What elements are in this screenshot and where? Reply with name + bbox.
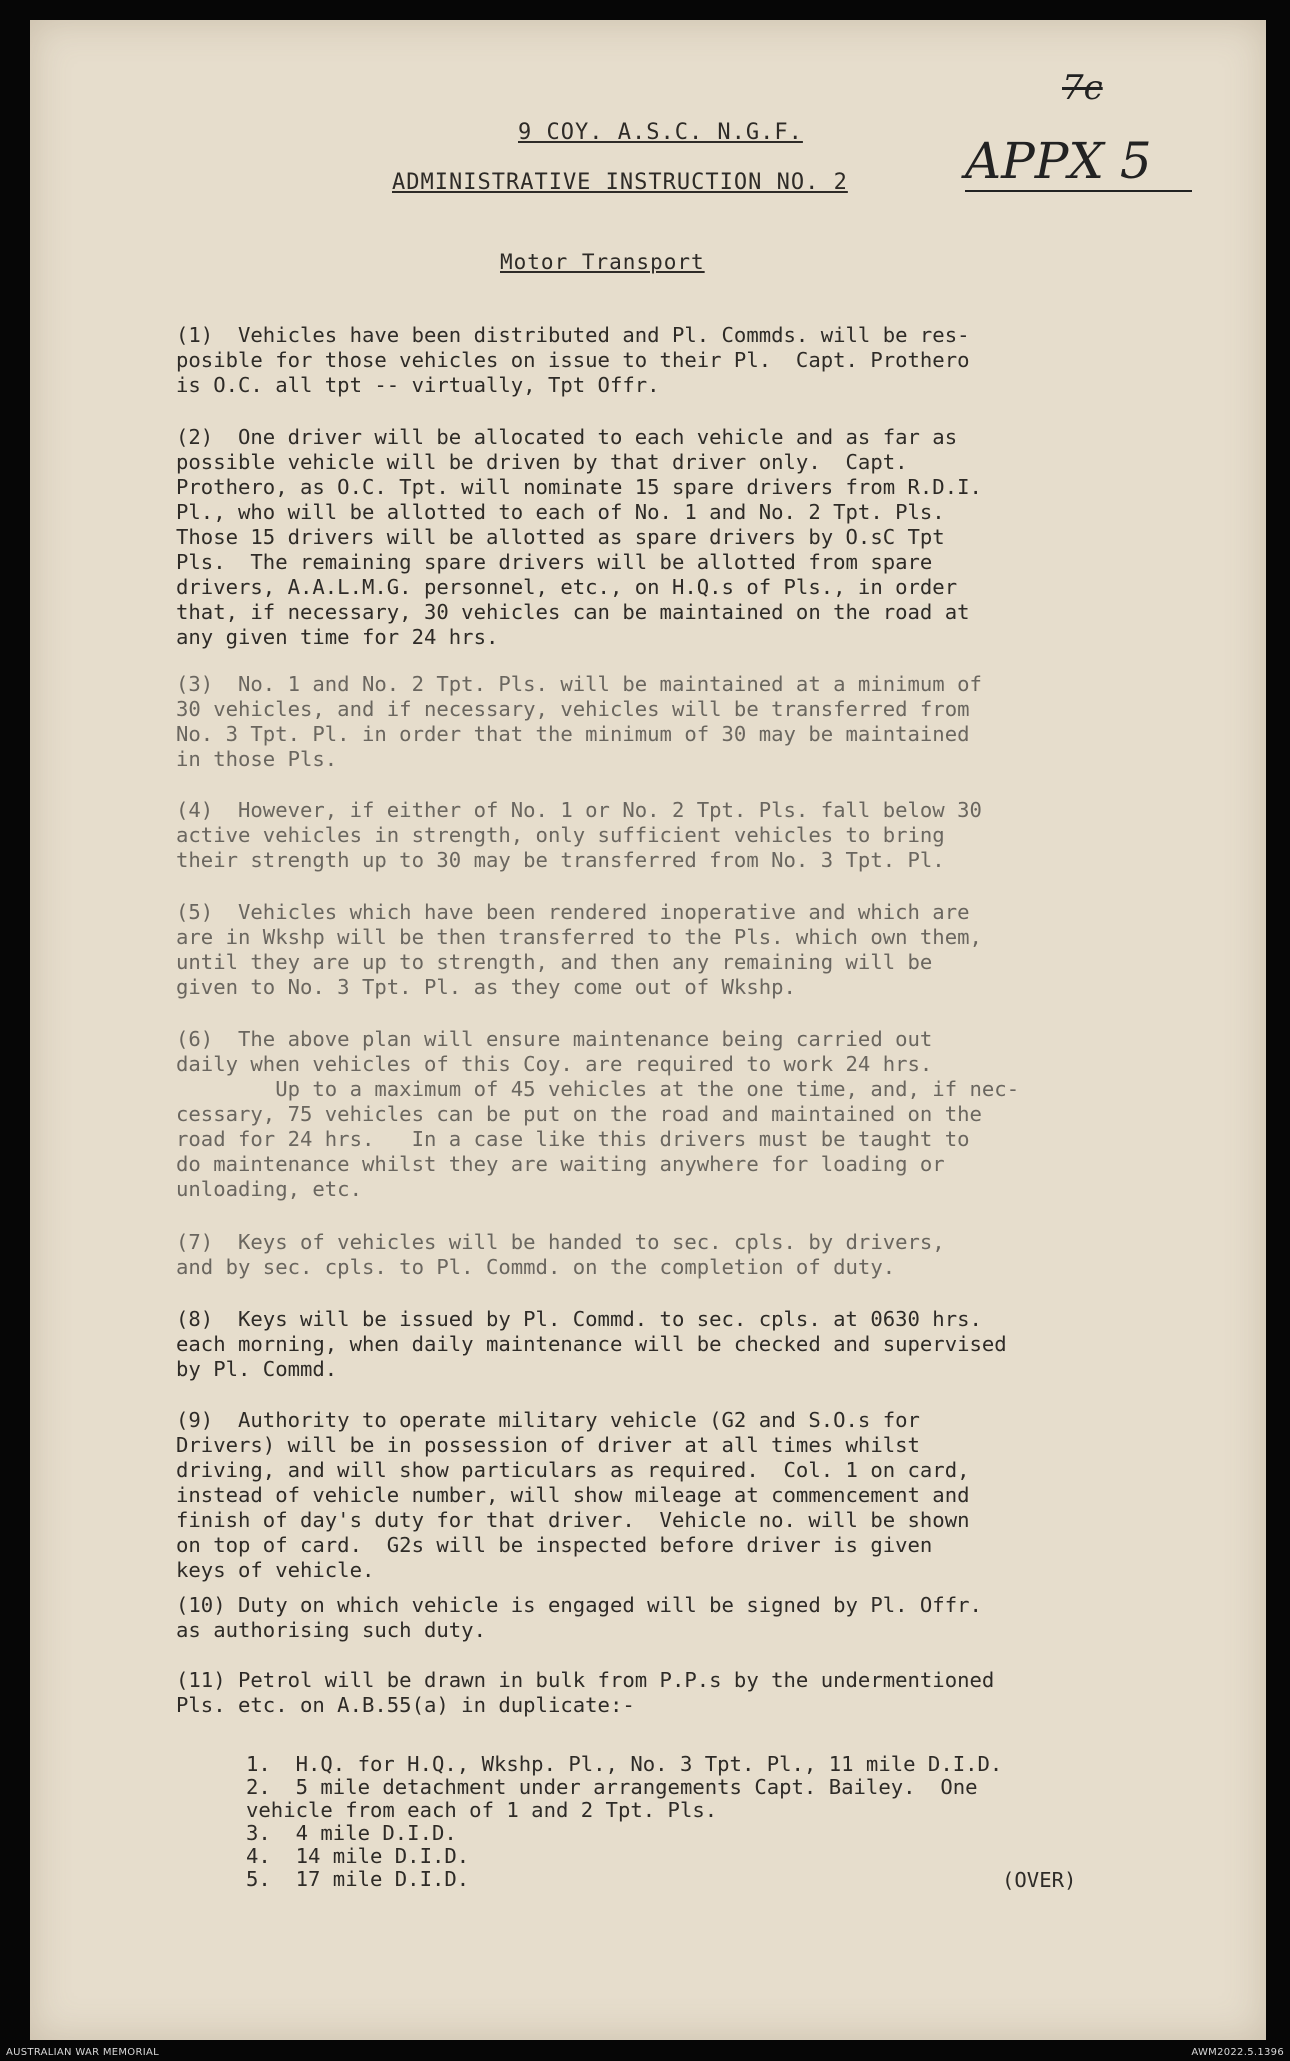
appendix-note: APPX 5 — [965, 132, 1192, 192]
unit-heading: 9 COY. A.S.C. N.G.F. — [518, 120, 803, 145]
paragraph-9: (9) Authority to operate military vehicle (G2 and S.O.s for Drivers) will be in possession of driver at all times whilst driving, and will show particulars as required. Col. 1 on card, instead of vehicle number, will show mileage at commencement and finish of day's duty for that driver. Vehicle no. will be shown on top of card. G2s will be inspected before driver is given keys of vehicle. — [176, 1408, 970, 1582]
paragraph-2: (2) One driver will be allocated to each vehicle and as far as possible vehicle will be driven by that driver only. Capt. Prothero, as O.C. Tpt. will nominate 15 spare drivers from R.D.I. Pl., who will be allotted to each of No. 1 and No. 2 Tpt. Pls. Those 15 drivers will be allotted as spare drivers by O.sC Tpt Pls. The remaining spare drivers will be allotted from spare drivers, A.A.L.M.G. personnel, etc., on H.Q.s of Pls., in order that, if necessary, 30 vehicles can be maintained on the road at any given time for 24 hrs. — [176, 425, 982, 649]
paragraph-10: (10) Duty on which vehicle is engaged will be signed by Pl. Offr. as authorising such duty. — [176, 1593, 982, 1642]
petrol-list-item-1: 1. H.Q. for H.Q., Wkshp. Pl., No. 3 Tpt. Pl., 11 mile D.I.D. — [246, 1752, 1003, 1776]
petrol-list-item-2: 2. 5 mile detachment under arrangements Capt. Bailey. One vehicle from each of 1 and 2 Tpt. Pls. — [246, 1775, 978, 1822]
petrol-list-item-4: 4. 14 mile D.I.D. — [246, 1844, 470, 1868]
paragraph-1: (1) Vehicles have been distributed and Pl. Commds. will be res- posible for those vehicles on issue to their Pl. Capt. Prothero is O.C. all tpt -- virtually, Tpt Offr. — [176, 323, 970, 397]
footer-right-label: AWM2022.5.1396 — [1191, 2047, 1284, 2058]
paragraph-11: (11) Petrol will be drawn in bulk from P.P.s by the undermentioned Pls. etc. on A.B.55(a) in duplicate:- — [176, 1668, 995, 1717]
footer-left-label: AUSTRALIAN WAR MEMORIAL — [6, 2047, 159, 2058]
paragraph-7: (7) Keys of vehicles will be handed to sec. cpls. by drivers, and by sec. cpls. to Pl. Commd. on the completion of duty. — [176, 1230, 945, 1279]
paragraph-6: (6) The above plan will ensure maintenance being carried out daily when vehicles of this Coy. are required to work 24 hrs. Up to a maximum of 45 vehicles at the one time, and, if nec- cessary, 75 vehicles can be put on the road and maintained on the road for 24 hrs. In a case like this drivers must be taught to do maintenance whilst they are waiting anywhere for loading or unloading, etc. — [176, 1027, 1020, 1201]
document-title: ADMINISTRATIVE INSTRUCTION NO. 2 — [392, 170, 848, 195]
over-note: (OVER) — [1002, 1868, 1077, 1892]
petrol-list-item-3: 3. 4 mile D.I.D. — [246, 1821, 457, 1845]
paragraph-5: (5) Vehicles which have been rendered inoperative and which are are in Wkshp will be then transferred to the Pls. which own them, until they are up to strength, and then any remaining will be given to No. 3 Tpt. Pl. as they come out of Wkshp. — [176, 900, 982, 999]
paragraph-4: (4) However, if either of No. 1 or No. 2 Tpt. Pls. fall below 30 active vehicles in strength, only sufficient vehicles to bring their strength up to 30 may be transferred from No. 3 Tpt. Pl. — [176, 798, 982, 872]
section-heading: Motor Transport — [500, 250, 705, 274]
petrol-list-item-5: 5. 17 mile D.I.D. — [246, 1867, 470, 1891]
struck-reference-note: 7c — [1062, 68, 1103, 108]
document-page — [30, 20, 1266, 2040]
paragraph-8: (8) Keys will be issued by Pl. Commd. to sec. cpls. at 0630 hrs. each morning, when daily maintenance will be checked and supervised by Pl. Commd. — [176, 1307, 1007, 1381]
paragraph-3: (3) No. 1 and No. 2 Tpt. Pls. will be maintained at a minimum of 30 vehicles, and if necessary, vehicles will be transferred from No. 3 Tpt. Pl. in order that the minimum of 30 may be maintained in those Pls. — [176, 672, 982, 771]
